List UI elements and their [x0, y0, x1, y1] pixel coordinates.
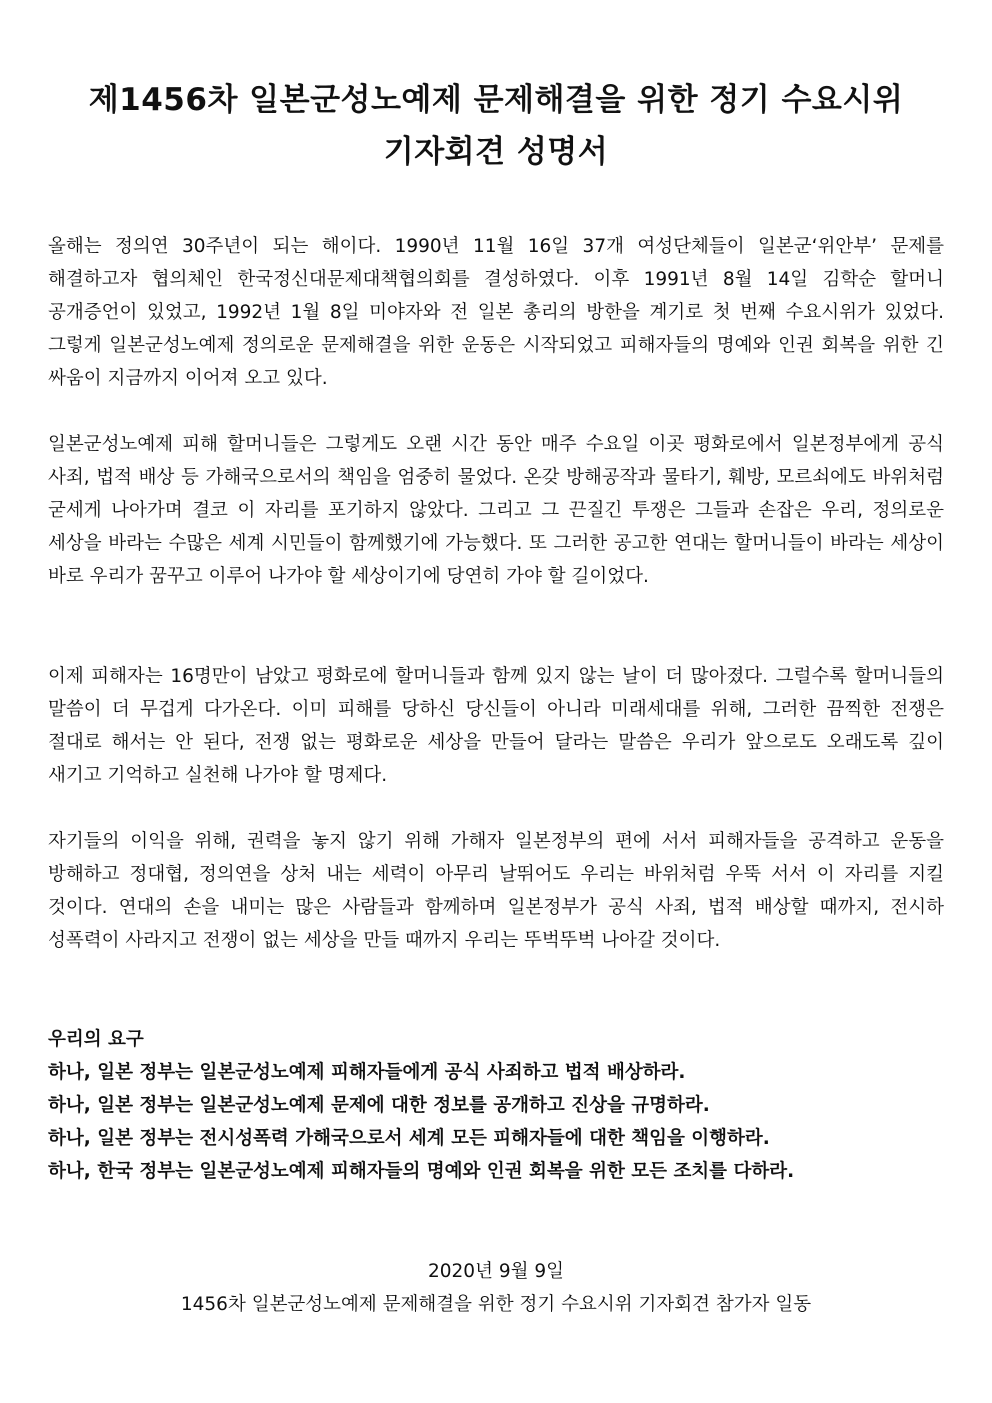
demand-item-4: 하나, 한국 정부는 일본군성노예제 피해자들의 명예와 인권 회복을 위한 모든 조치를 다하라. — [48, 1161, 795, 1182]
demands-heading: 우리의 요구 — [48, 1029, 144, 1050]
document-title-line2: 기자회견 성명서 — [383, 134, 609, 170]
statement-date: 2020년 9월 9일 — [428, 1261, 564, 1282]
demand-item-2: 하나, 일본 정부는 일본군성노예제 문제에 대한 정보를 공개하고 진상을 규명하라. — [48, 1095, 710, 1116]
paragraph-3: 이제 피해자는 16명만이 남았고 평화로에 할머니들과 함께 있지 않는 날이 더 많아졌다. 그럴수록 할머니들의 말씀이 더 무겁게 다가온다. 이미 피해를 당하신 당신들이 아니라 미래세대를 위해, 그러한 끔찍한 전쟁은 절대로 해서는 안 된다, 전쟁 없는 평화로운 세상을 만들어 달라는 말씀은 우리가 앞으로도 오래도록 깊이 새기고 기억하고 실천해 나가야 할 명제다. — [48, 666, 944, 786]
paragraph-1: 올해는 정의연 30주년이 되는 해이다. 1990년 11월 16일 37개 여성단체들이 일본군‘위안부’ 문제를 해결하고자 협의체인 한국정신대문제대책협의회를 결성하였다. 이후 1991년 8월 14일 김학순 할머니 공개증언이 있었고, 1992년 1월 8일 미야자와 전 일본 총리의 방한을 계기로 첫 번째 수요시위가 있었다. 그렇게 일본군성노예제 정의로운 문제해결을 위한 운동은 시작되었고 피해자들의 명예와 인권 회복을 위한 긴 싸움이 지금까지 이어져 오고 있다. — [48, 236, 944, 389]
statement-signer: 1456차 일본군성노예제 문제해결을 위한 정기 수요시위 기자회견 참가자 일동 — [180, 1294, 812, 1315]
paragraph-4: 자기들의 이익을 위해, 권력을 놓지 않기 위해 가해자 일본정부의 편에 서서 피해자들을 공격하고 운동을 방해하고 정대협, 정의연을 상처 내는 세력이 아무리 날뛰어도 우리는 바위처럼 우뚝 서서 이 자리를 지킬 것이다. 연대의 손을 내미는 많은 사람들과 함께하며 일본정부가 공식 사죄, 법적 배상할 때까지, 전시하 성폭력이 사라지고 전쟁이 없는 세상을 만들 때까지 우리는 뚜벅뚜벅 나아갈 것이다. — [48, 831, 944, 951]
paragraph-2: 일본군성노예제 피해 할머니들은 그렇게도 오랜 시간 동안 매주 수요일 이곳 평화로에서 일본정부에게 공식 사죄, 법적 배상 등 가해국으로서의 책임을 엄중히 물었다. 온갖 방해공작과 물타기, 훼방, 모르쇠에도 바위처럼 굳세게 나아가며 결코 이 자리를 포기하지 않았다. 그리고 그 끈질긴 투쟁은 그들과 손잡은 우리, 정의로운 세상을 바라는 수많은 세계 시민들이 함께했기에 가능했다. 또 그러한 공고한 연대는 할머니들이 바라는 세상이 바로 우리가 꿈꾸고 이루어 나가야 할 세상이기에 당연히 가야 할 길이었다. — [48, 434, 944, 587]
demands-section — [48, 1023, 944, 1188]
demand-item-3: 하나, 일본 정부는 전시성폭력 가해국으로서 세계 모든 피해자들에 대한 책임을 이행하라. — [48, 1128, 770, 1149]
document-title-line1: 제1456차 일본군성노예제 문제해결을 위한 정기 수요시위 — [88, 82, 904, 118]
demand-item-1: 하나, 일본 정부는 일본군성노예제 피해자들에게 공식 사죄하고 법적 배상하라. — [48, 1062, 686, 1083]
